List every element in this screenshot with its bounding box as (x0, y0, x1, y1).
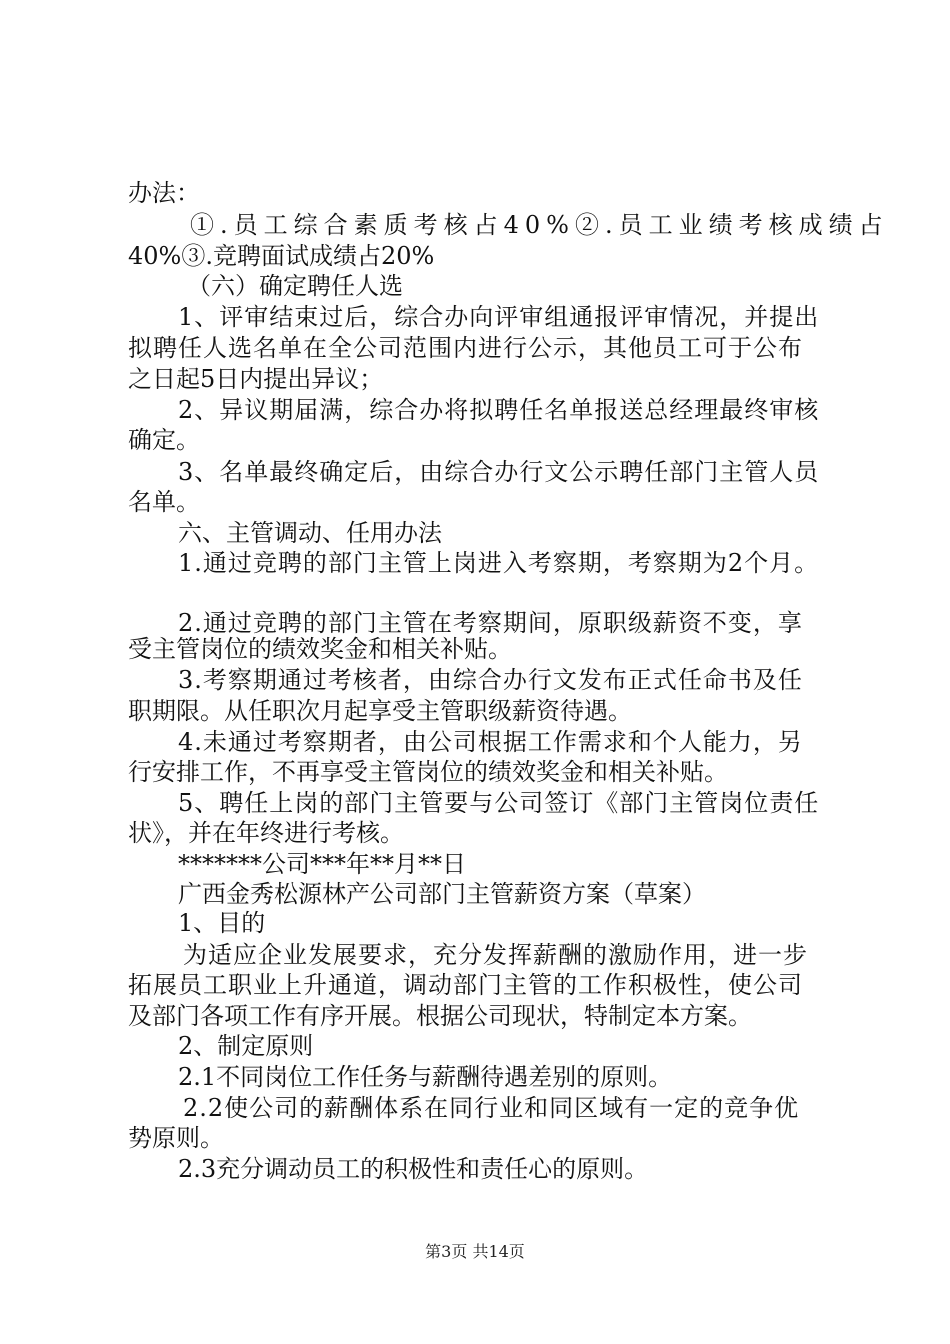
text-line: 行安排工作，不再享受主管岗位的绩效奖金和相关补贴。 (128, 758, 728, 786)
section-heading: 六、主管调动、任用办法 (178, 519, 442, 547)
text-line: 及部门各项工作有序开展。根据公司现状，特制定本方案。 (128, 1002, 752, 1030)
text-line: 5、聘任上岗的部门主管要与公司签订《部门主管岗位责任 (178, 789, 820, 817)
text-line: 3、名单最终确定后，由综合办行文公示聘任部门主管人员 (178, 458, 820, 486)
text-line: 职期限。从任职次月起享受主管职级薪资待遇。 (128, 697, 632, 725)
text-line: 办法： (128, 179, 200, 207)
section-heading: 2、制定原则 (178, 1032, 314, 1060)
text-line: 势原则。 (128, 1124, 224, 1152)
text-line: ①.员工综合素质考核占40%②.员工业绩考核成绩占 (190, 211, 889, 239)
text-line: 3.考察期通过考核者，由综合办行文发布正式任命书及任 (178, 666, 803, 694)
text-line: 之日起5日内提出异议； (128, 365, 384, 393)
text-line: 名单。 (128, 488, 200, 516)
text-line: 40%③.竞聘面试成绩占20% (128, 242, 435, 270)
page-number: 第3页 共14页 (425, 1242, 525, 1261)
text-line: 2.3充分调动员工的积极性和责任心的原则。 (178, 1155, 649, 1183)
text-line: 确定。 (128, 426, 200, 454)
text-line: 2、异议期届满，综合办将拟聘任名单报送总经理最终审核 (178, 396, 820, 424)
text-line: 4.未通过考察期者，由公司根据工作需求和个人能力，另 (178, 728, 803, 756)
document-title: 广西金秀松源林产公司部门主管薪资方案（草案） (178, 880, 706, 908)
text-line: 1.通过竞聘的部门主管上岗进入考察期，考察期为2个月。 (178, 549, 820, 577)
text-line: 2.1不同岗位工作任务与薪酬待遇差别的原则。 (178, 1063, 673, 1091)
signature-line: *******公司***年**月**日 (178, 850, 466, 878)
section-heading: 1、目的 (178, 909, 266, 937)
section-heading: （六）确定聘任人选 (187, 272, 403, 300)
text-line: 拓展员工职业上升通道，调动部门主管的工作积极性，使公司 (128, 971, 803, 999)
text-line: 2.通过竞聘的部门主管在考察期间，原职级薪资不变，享 (178, 609, 803, 637)
text-line: 受主管岗位的绩效奖金和相关补贴。 (128, 635, 512, 663)
text-line: 为适应企业发展要求，充分发挥薪酬的激励作用，进一步 (183, 941, 808, 969)
text-line: 2.2使公司的薪酬体系在同行业和同区域有一定的竞争优 (183, 1094, 800, 1122)
text-line: 1、评审结束过后，综合办向评审组通报评审情况，并提出 (178, 303, 820, 331)
text-line: 拟聘任人选名单在全公司范围内进行公示，其他员工可于公布 (128, 334, 803, 362)
text-line: 状》，并在年终进行考核。 (128, 819, 404, 847)
